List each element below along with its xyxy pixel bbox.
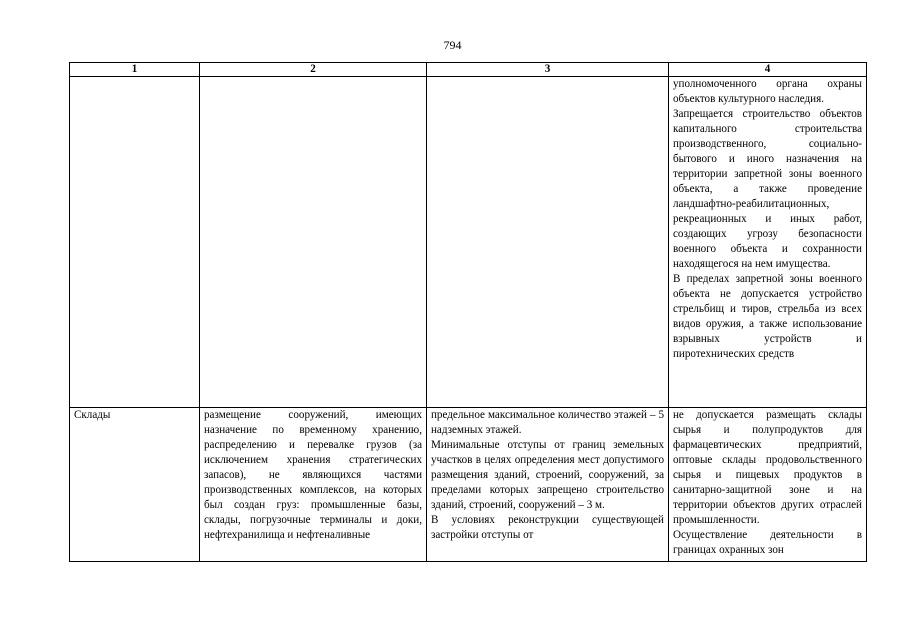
cell-continuation-col2 xyxy=(200,77,427,408)
paragraph: не допускается размещать склады сырья и полупродуктов для фармацевтических предприятий, оптовые склады продовольственного сырья и пищевых продуктов в санитарно-защитной зоне и на территории объектов других отраслей промышленности. xyxy=(673,409,862,526)
cell-sklady-col2 xyxy=(200,408,427,562)
regulations-table xyxy=(69,62,867,562)
column-header-1: 1 xyxy=(70,63,200,77)
cell-sklady-name: Склады xyxy=(70,408,200,562)
paragraph: размещение сооружений, имеющих назначение по временному хранению, распределению и перевалке грузов (за исключением хранения стратегических запасов), не являющихся частями производственных комплексов, на которых был создан груз: промышленные базы, склады, погрузочные терминалы и доки, нефтехранилища и нефтеналивные xyxy=(204,409,422,541)
paragraph: Минимальные отступы от границ земельных участков в целях определения мест допустимого размещения зданий, строений, сооружений, за пределами которых запрещено строительство зданий, строений, сооружений – 3 м. xyxy=(431,439,664,511)
cell-continuation-col1 xyxy=(70,77,200,408)
cell-sklady-col4 xyxy=(669,408,867,562)
paragraph: уполномоченного органа охраны объектов культурного наследия. xyxy=(673,78,862,105)
cell-sklady-col3 xyxy=(427,408,669,562)
paragraph: предельное максимальное количество этажей – 5 надземных этажей. xyxy=(431,409,664,436)
table-row-sklady xyxy=(70,408,867,562)
paragraph: Осуществление деятельности в границах охранных зон xyxy=(673,529,862,556)
page-number: 794 xyxy=(443,38,462,52)
paragraph: В условиях реконструкции существующей застройки отступы от xyxy=(431,514,664,541)
paragraph: В пределах запретной зоны военного объекта не допускается устройство стрельбищ и тиров, стрельба из всех видов оружия, а также использование взрывных устройств и пиротехнических средств xyxy=(673,273,862,360)
paragraph: Запрещается строительство объектов капитального строительства производственного, социально-бытового и иного назначения на территории запретной зоны военного объекта, а также проведение ландшафтно-реабилитационных, рекреационных и иных работ, создающих угрозу безопасности военного объекта и сохранности находящегося на нем имущества. xyxy=(673,108,862,270)
column-header-2: 2 xyxy=(200,63,427,77)
table-row-continuation xyxy=(70,77,867,408)
column-header-3: 3 xyxy=(427,63,669,77)
cell-continuation-col3 xyxy=(427,77,669,408)
table-header-row xyxy=(70,63,867,77)
cell-continuation-col4 xyxy=(669,77,867,408)
column-header-4: 4 xyxy=(669,63,867,77)
